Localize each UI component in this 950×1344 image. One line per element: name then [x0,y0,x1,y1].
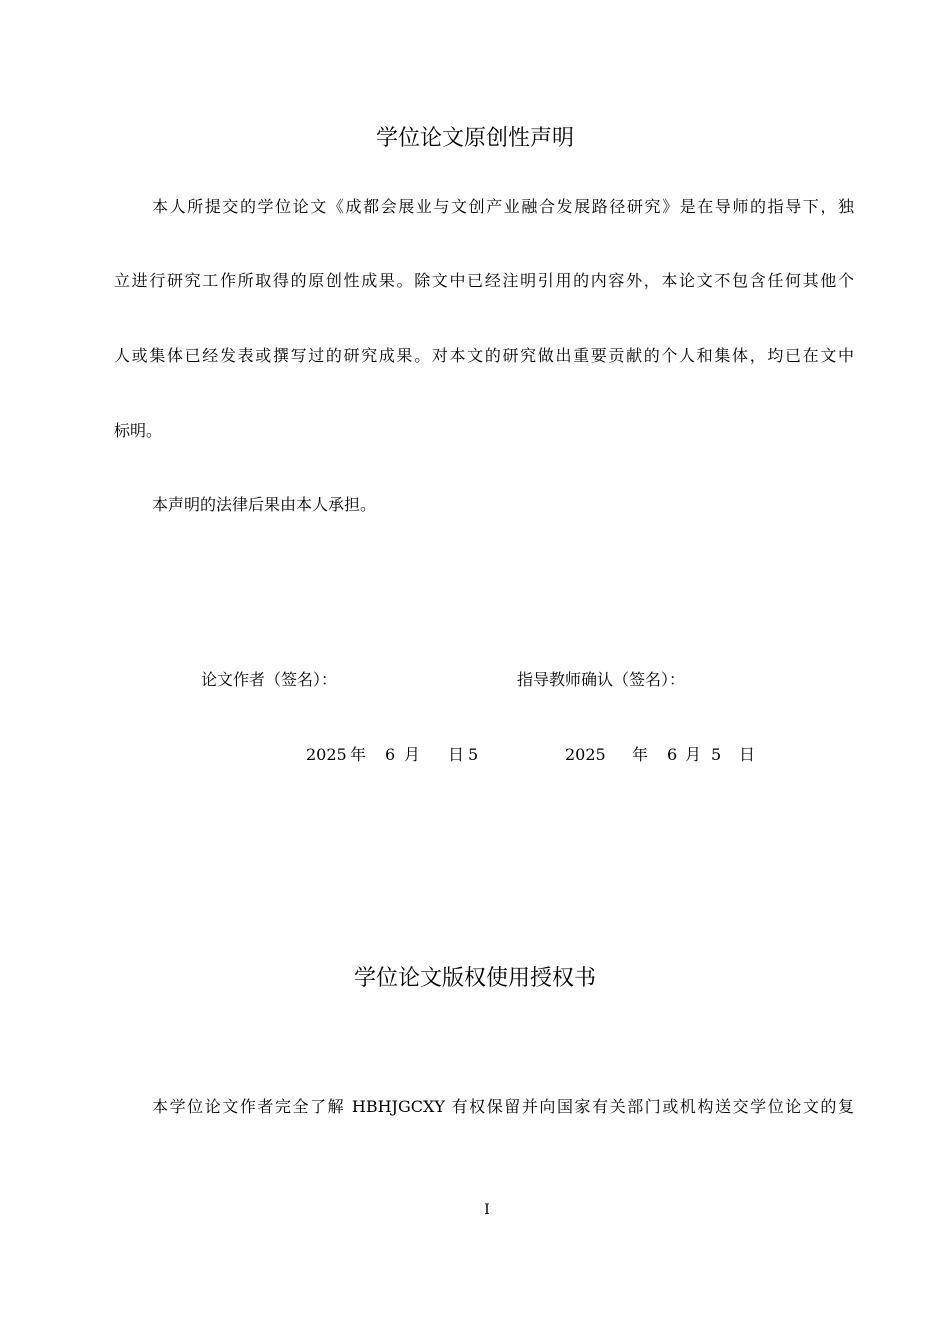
advisor-date-month-unit: 月 [685,745,702,764]
author-date-day-unit: 日 [448,745,465,764]
author-date-month-unit: 月 [404,745,421,764]
advisor-date-year-unit: 年 [632,745,649,764]
legal-consequence-line: 本声明的法律后果由本人承担。 [152,495,377,514]
declaration-title: 学位论文原创性声明 [375,126,574,151]
advisor-signature-label: 指导教师确认（签名）： [517,670,686,689]
advisor-date-day: 5 [711,745,722,764]
author-date-month: 6 [385,745,396,764]
author-date-day: 5 [468,745,479,764]
author-date-year: 2025 [306,745,347,764]
authorization-title: 学位论文版权使用授权书 [353,966,596,991]
authorization-paragraph-line-1: 本学位论文作者完全了解 HBHJGCXY 有权保留并向国家有关部门或机构送交学位论文的复 [152,1097,854,1116]
advisor-date-year: 2025 [565,745,606,764]
signature-dates-row [0,743,950,767]
declaration-paragraph-line-1: 本人所提交的学位论文《成都会展业与文创产业融合发展路径研究》是在导师的指导下，独 [152,197,854,216]
author-signature-label: 论文作者（签名）： [201,670,338,689]
declaration-paragraph-line-4: 标明。 [114,421,163,440]
advisor-date-month: 6 [667,745,678,764]
advisor-date-day-unit: 日 [739,745,756,764]
author-date-year-unit: 年 [350,745,367,764]
page-number: I [484,1202,490,1218]
declaration-paragraph-line-3: 人或集体已经发表或撰写过的研究成果。对本文的研究做出重要贡献的个人和集体，均已在文中 [114,346,854,365]
declaration-paragraph-line-2: 立进行研究工作所取得的原创性成果。除文中已经注明引用的内容外，本论文不包含任何其他个 [114,271,854,290]
